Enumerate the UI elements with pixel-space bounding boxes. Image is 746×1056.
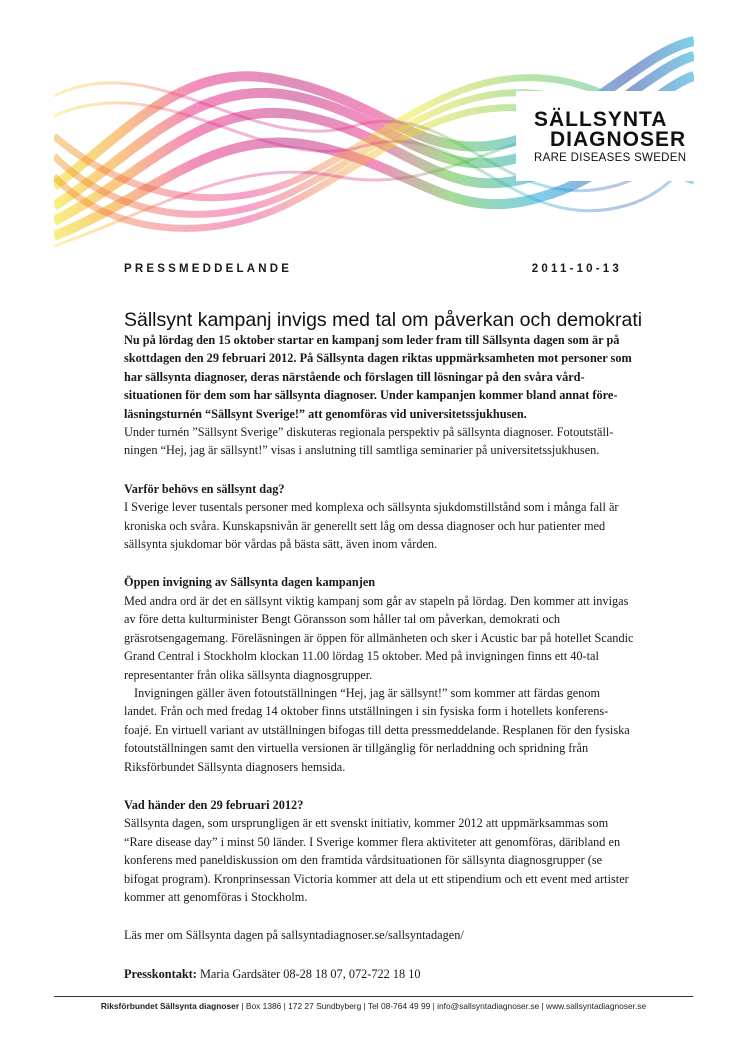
section-text-opening-2: Invigningen gäller även fotoutställningen “Hej, jag är sällsynt!” som kommer att färdas genom landet. Från och med fredag 14 oktober finns utställningen i sin fysiska form i hotellets konferens-foajé. En virtuell variant av utställningen bifogas till detta pressmeddelande. Resplanen för den fysiska fotoutställningen samt den virtuella versionen är tillgänglig för nerladdning och spridning från Riksförbundet Sällsynta diagnosers hemsida. [124,685,630,774]
logo [516,91,694,181]
document-meta-row [124,263,622,281]
section-text-why: I Sverige lever tusentals personer med komplexa och sällsynta sjukdomstillstånd som i många fall är kroniska och svåra. Kunskapsnivån är generellt sett låg om dessa diagnoser och hur patienter med sällsynta sjukdomar bör vårdas på bästa sätt, även inom vården. [124,500,619,552]
section-heading-why: Varför behövs en sällsynt dag? [124,481,285,496]
press-contact [124,965,634,983]
read-more-text: Läs mer om Sällsynta dagen på sallsyntadiagnoser.se/sallsyntadagen/ [124,928,464,943]
logo-line-3: RARE DISEASES SWEDEN [534,152,687,164]
article-body [124,331,634,983]
document-date: 2011-10-13 [531,263,622,275]
press-contact-value: Maria Gardsäter 08-28 18 07, 072-722 18 10 [199,966,421,981]
footer-divider [54,996,693,997]
intro-paragraph: Under turnén ”Sällsynt Sverige” diskuteras regionala perspektiv på sällsynta diagnoser. Fotoutställ-ningen “Hej, jag är sällsynt!” visas i anslutning till samtliga seminarier på universitetssjukhusen. [124,425,614,458]
footer-org: Riksförbundet Sällsynta diagnoser [100,1001,240,1011]
article-title: Sällsynt kampanj invigs med tal om påverkan och demokrati [124,309,643,331]
lead-paragraph: Nu på lördag den 15 oktober startar en kampanj som leder fram till Sällsynta dagen som är på skottdagen den 29 februari 2012. På Sällsynta dagen riktas uppmärksamheten mot personer som har sällsynta diagnoser, deras närstående och förslagen till lösningar på den svåra vård-situationen för dem som har sällsynta diagnoser. Under kampanjen kommer bland annat före-läsningsturnén “Sällsynt Sverige!” att genomföras vid universitetssjukhusen. [124,333,632,421]
footer-contact-details: | Box 1386 | 172 27 Sundbyberg | Tel 08-764 49 99 | info@sallsyntadiagnoser.se | www.sallsyntadiagnoser.se [239,1001,647,1011]
section-heading-opening: Öppen invigning av Sällsynta dagen kampanjen [124,575,376,590]
section-text-feb29: Sällsynta dagen, som ursprungligen är ett svenskt initiativ, kommer 2012 att uppmärksammas som “Rare disease day” i minst 50 länder. I Sverige kommer flera aktiviteter att genomföras, däribland en konferens med paneldiskussion om den framtida vårdsituationen för sällsynta diagnosgrupper (se bifogat program). Kronprinsessan Victoria kommer att dela ut ett stipendium och ett event med artister kommer att genomföras i Stockholm. [124,816,629,904]
logo-line-2: DIAGNOSER [550,128,687,151]
section-text-opening-1: Med andra ord är det en sällsynt viktig kampanj som går av stapeln på lördag. Den kommer att invigas av före detta kulturminister Bengt Göransson som håller tal om påverkan, demokrati och gräsrotsengagemang. Föreläsningen är öppen för allmänheten och sker i Acustic bar på hotellet Scandic Grand Central i Stockholm klockan 11.00 lördag 15 oktober. Med på invigningen finns ett 40-tal representanter från olika sällsynta diagnosgrupper. [124,593,634,682]
section-heading-feb29: Vad händer den 29 februari 2012? [124,797,304,812]
logo-line-1: SÄLLSYNTA [534,108,668,131]
footer [54,1001,693,1011]
document-type-label: PRESSMEDDELANDE [124,263,293,275]
press-contact-label: Presskontakt: [124,966,197,981]
